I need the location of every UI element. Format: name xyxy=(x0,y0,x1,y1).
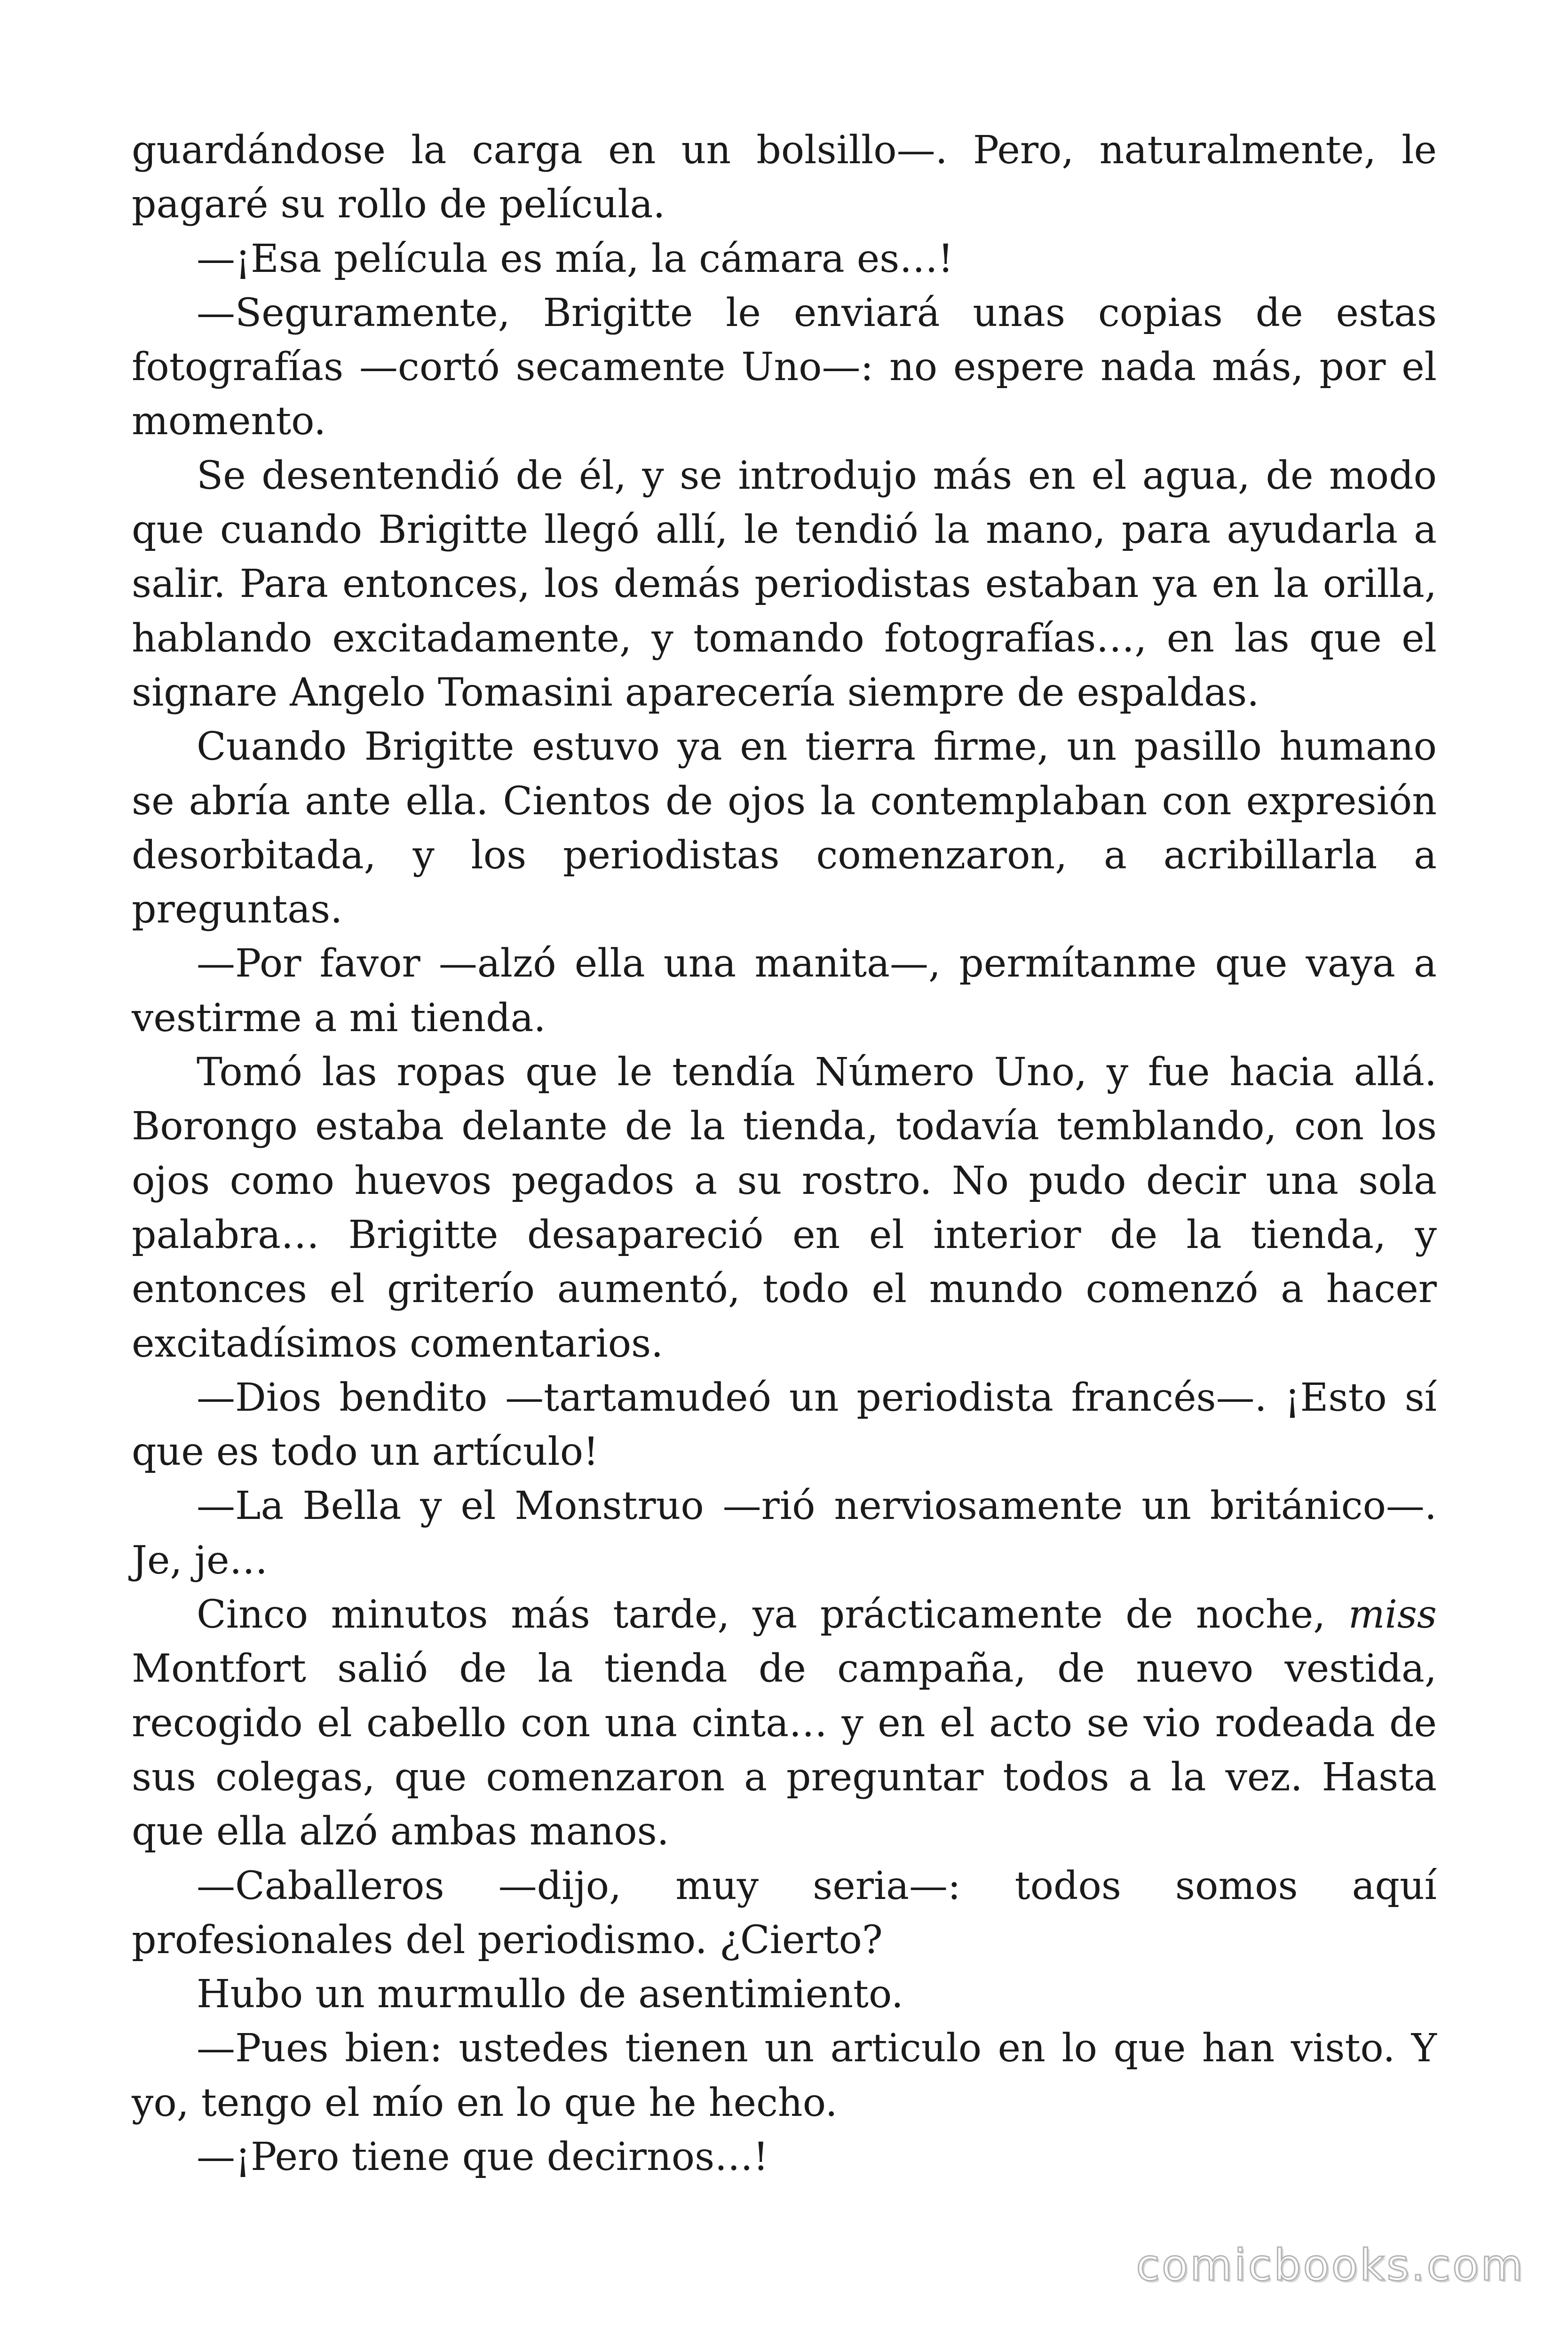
page-text xyxy=(132,123,1437,2184)
paragraph-12: Hubo un murmullo de asentimiento. xyxy=(197,1972,903,2017)
paragraph-6: —Por favor —alzó ella una manita—, permítanme que vaya a vestirme a mi tienda. xyxy=(132,941,1437,1041)
paragraph-13: —Pues bien: ustedes tienen un articulo en lo que han visto. Y yo, tengo el mío en lo que he hecho. xyxy=(132,2026,1437,2125)
paragraph-10-start: Cinco minutos más tarde, ya prácticamente de noche, xyxy=(197,1592,1348,1637)
paragraph-8: —Dios bendito —tartamudeó un periodista francés—. ¡Esto sí que es todo un artículo! xyxy=(132,1375,1437,1475)
paragraph-10-end: Montfort salió de la tienda de campaña, de nuevo vestida, recogido el cabello con una cinta… y en el acto se vio rodeada de sus colegas, que comenzaron a preguntar todos a la vez. Hasta que ella alzó ambas manos. xyxy=(132,1646,1437,1854)
paragraph-4: Se desentendió de él, y se introdujo más en el agua, de modo que cuando Brigitte llegó allí, le tendió la mano, para ayudarla a salir. Para entonces, los demás periodistas estaban ya en la orilla, hablando excitadamente, y tomando fotografías…, en las que el signare Angelo Tomasini aparecería siempre de espaldas. xyxy=(132,453,1437,715)
paragraph-10 xyxy=(132,1588,1437,1859)
italic-word-miss: miss xyxy=(1348,1592,1437,1637)
paragraph-5: Cuando Brigitte estuvo ya en tierra firme, un pasillo humano se abría ante ella. Cientos de ojos la contemplaban con expresión desorbitada, y los periodistas comenzaron, a acribillarla a preguntas. xyxy=(132,724,1437,932)
paragraph-14: —¡Pero tiene que decirnos…! xyxy=(197,2134,769,2179)
paragraph-11: —Caballeros —dijo, muy seria—: todos somos aquí profesionales del periodismo. ¿Cierto? xyxy=(132,1863,1437,1963)
site-watermark: comicbooks.com xyxy=(1136,2240,1525,2290)
paragraph-3: —Seguramente, Brigitte le enviará unas copias de estas fotografías —cortó secamente Uno—: no espere nada más, por el momento. xyxy=(132,290,1437,444)
paragraph-7: Tomó las ropas que le tendía Número Uno, y fue hacia allá. Borongo estaba delante de la tienda, todavía temblando, con los ojos como huevos pegados a su rostro. No pudo decir una sola palabra… Brigitte desapareció en el interior de la tienda, y entonces el griterío aumentó, todo el mundo comenzó a hacer excitadísimos comentarios. xyxy=(132,1050,1437,1366)
paragraph-9: —La Bella y el Monstruo —rió nerviosamente un británico—. Je, je… xyxy=(132,1484,1437,1583)
paragraph-2: —¡Esa película es mía, la cámara es…! xyxy=(197,236,954,281)
paragraph-1: guardándose la carga en un bolsillo—. Pero, naturalmente, le pagaré su rollo de película. xyxy=(132,128,1437,227)
